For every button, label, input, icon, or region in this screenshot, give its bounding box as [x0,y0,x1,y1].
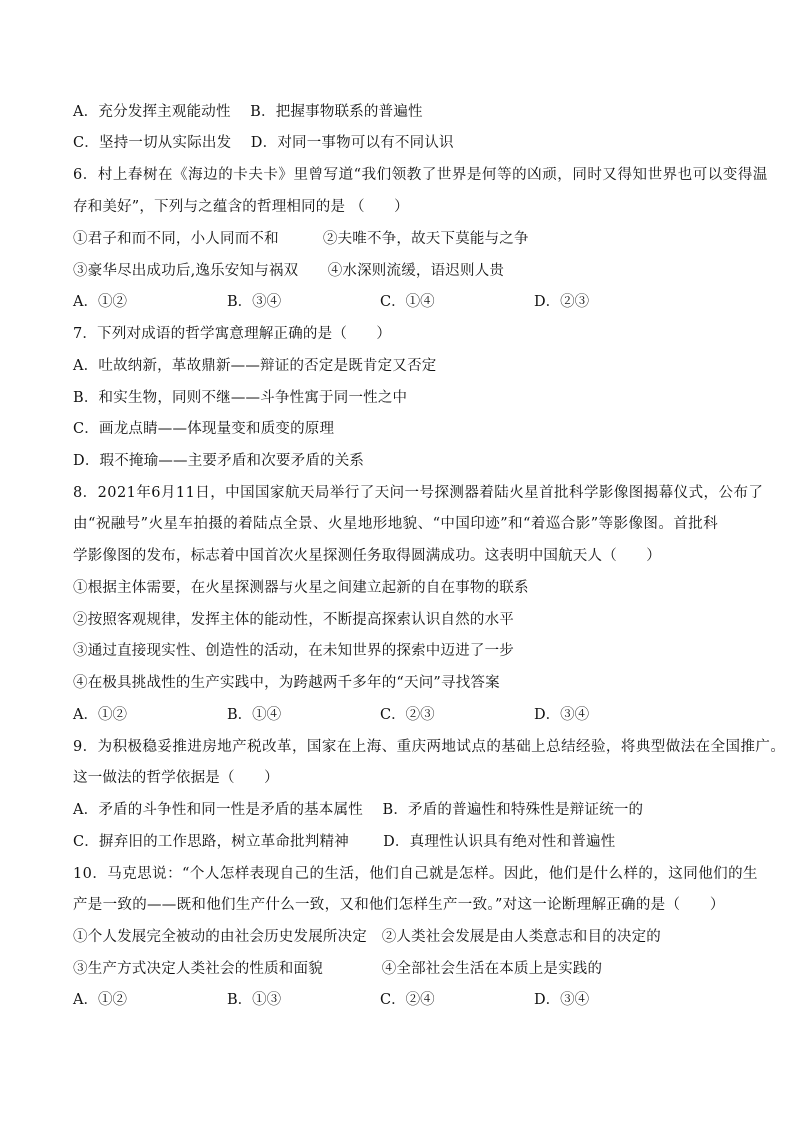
q6-stem-line-1: 6．村上春树在《海边的卡夫卡》里曾写道“我们领教了世界是何等的凶顽，同时又得知世界也可以变得温 [73,167,768,183]
q10-option-d: D．③④ [534,992,590,1008]
q6-items-line-1: ①君子和而不同，小人同而不和 ②夫唯不争，故天下莫能与之争 [73,231,529,247]
q8-option-d: D．③④ [534,707,590,723]
q5-options-line-2: C．坚持一切从实际出发 D．对同一事物可以有不同认识 [73,135,454,151]
q6-stem-line-2: 存和美好”，下列与之蕴含的哲理相同的是 （ ） [73,199,409,215]
q7-option-b: B．和实生物，同则不继——斗争性寓于同一性之中 [73,390,408,406]
q8-item-4: ④在极具挑战性的生产实践中，为跨越两千多年的“天问”寻找答案 [73,675,500,691]
q8-item-3: ③通过直接现实性、创造性的活动，在未知世界的探索中迈进了一步 [73,643,514,659]
q10-option-c: C．②④ [380,992,435,1008]
q7-option-c: C．画龙点睛——体现量变和质变的原理 [73,421,335,437]
q8-stem-line-1: 8．2021年6月11日，中国国家航天局举行了天问一号探测器着陆火星首批科学影像图揭幕仪式，公布了 [73,485,764,501]
q5-options-line-1: A．充分发挥主观能动性 B．把握事物联系的普遍性 [73,104,423,120]
q6-option-b: B．③④ [227,294,282,310]
q8-option-b: B．①④ [227,707,282,723]
q6-option-c: C．①④ [380,294,435,310]
q9-stem-line-1: 9．为积极稳妥推进房地产税改革，国家在上海、重庆两地试点的基础上总结经验，将典型做法在全国推广。 [73,739,786,755]
q10-stem-line-2: 产是一致的——既和他们生产什么一致，又和他们怎样生产一致。”对这一论断理解正确的是（ ） [73,897,725,913]
q10-stem-line-1: 10．马克思说：“个人怎样表现自己的生活，他们自己就是怎样。因此，他们是什么样的，这同他们的生 [73,866,759,882]
q6-option-d: D．②③ [534,294,590,310]
q9-options-line-2: C．摒弃旧的工作思路，树立革命批判精神 D．真理性认识具有绝对性和普遍性 [73,834,616,850]
q10-option-a: A．①② [73,992,127,1008]
q7-option-d: D．瑕不掩瑜——主要矛盾和次要矛盾的关系 [73,453,365,469]
q10-option-b: B．①③ [227,992,282,1008]
q6-items-line-2: ③豪华尽出成功后,逸乐安知与祸双 ④水深则流缓，语迟则人贵 [73,263,505,279]
q7-option-a: A．吐故纳新，革故鼎新——辩证的否定是既肯定又否定 [73,358,437,374]
q8-stem-line-3: 学影像图的发布，标志着中国首次火星探测任务取得圆满成功。这表明中国航天人（ ） [73,548,661,564]
q9-stem-line-2: 这一做法的哲学依据是（ ） [73,770,279,786]
q6-option-a: A．①② [73,294,127,310]
q8-item-2: ②按照客观规律，发挥主体的能动性，不断提高探索认识自然的水平 [73,612,514,628]
q8-stem-line-2: 由“祝融号”火星车拍摄的着陆点全景、火星地形地貌、“中国印迹”和“着巡合影”等影像图。首批科 [73,516,719,532]
q10-items-line-2: ③生产方式决定人类社会的性质和面貌 ④全部社会生活在本质上是实践的 [73,961,603,977]
q10-items-line-1: ①个人发展完全被动的由社会历史发展所决定 ②人类社会发展是由人类意志和目的决定的 [73,929,661,945]
q8-option-c: C．②③ [380,707,435,723]
q9-options-line-1: A．矛盾的斗争性和同一性是矛盾的基本属性 B．矛盾的普遍性和特殊性是辩证统一的 [73,802,644,818]
q8-item-1: ①根据主体需要，在火星探测器与火星之间建立起新的自在事物的联系 [73,580,529,596]
q7-stem: 7．下列对成语的哲学寓意理解正确的是（ ） [73,326,392,342]
q8-option-a: A．①② [73,707,127,723]
